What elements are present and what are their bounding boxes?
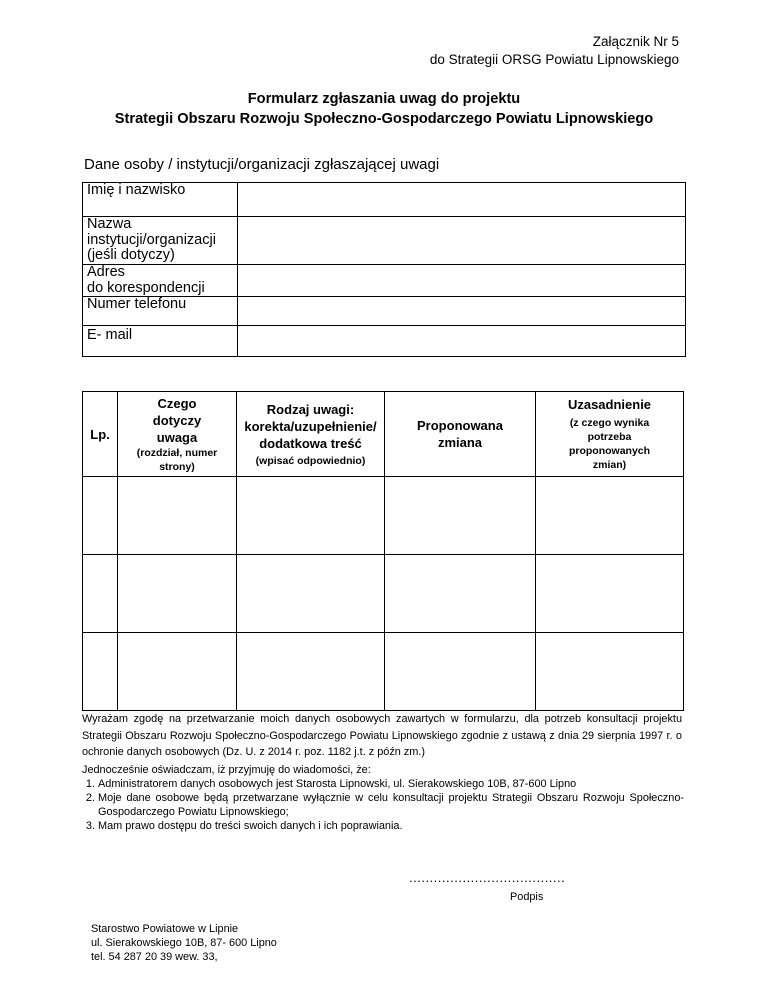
label-address-line2: do korespondencji bbox=[87, 279, 205, 296]
cell-kind[interactable] bbox=[237, 477, 385, 555]
field-phone[interactable] bbox=[238, 297, 686, 326]
label-institution-line3: (jeśli dotyczy) bbox=[87, 247, 175, 263]
comments-table bbox=[82, 391, 684, 711]
footer-phone: tel. 54 287 20 39 wew. 33, bbox=[91, 951, 218, 963]
information-item: 1. Administratorem danych osobowych jest Starosta Lipnowski, ul. Sierakowskiego 10B, 87-600 Lipno bbox=[98, 777, 684, 791]
table-row bbox=[83, 555, 684, 633]
label-institution-line2: instytucji/organizacji bbox=[87, 231, 216, 248]
attachment-number: Załącznik Nr 5 bbox=[592, 34, 679, 49]
header-kind-main: Rodzaj uwagi: korekta/uzupełnienie/ dodatkowa treść bbox=[244, 401, 377, 451]
information-item: 2. Moje dane osobowe będą przetwarzane wyłącznie w celu konsultacji projektu Strategii Obszaru Rozwoju Społeczno-Gospodarczego Powiatu Lipnowskiego; bbox=[98, 791, 684, 819]
header-justification-sub: (z czego wynika potrzeba proponowanych zmian) bbox=[568, 417, 651, 471]
form-title-line2: Strategii Obszaru Rozwoju Społeczno-Gospodarczego Powiatu Lipnowskiego bbox=[114, 111, 654, 127]
cell-lp[interactable] bbox=[83, 555, 118, 633]
information-list bbox=[82, 777, 684, 833]
form-title-line1: Formularz zgłaszania uwag do projektu bbox=[247, 91, 521, 107]
header-what-sub: (rozdział, numer strony) bbox=[136, 446, 218, 473]
header-kind-sub: (wpisać odpowiednio) bbox=[255, 454, 366, 467]
table-row bbox=[83, 633, 684, 711]
header-what-main: Czego dotyczy uwaga bbox=[152, 395, 202, 445]
label-institution bbox=[83, 217, 238, 265]
header-justification-main: Uzasadnienie bbox=[567, 397, 652, 412]
label-phone: Numer telefonu bbox=[83, 297, 238, 326]
signature-line[interactable]: ...................................... bbox=[409, 870, 566, 885]
cell-justification[interactable] bbox=[536, 555, 684, 633]
cell-proposed[interactable] bbox=[385, 555, 536, 633]
field-email[interactable] bbox=[238, 326, 686, 357]
table-row bbox=[83, 477, 684, 555]
section-heading: Dane osoby / instytucji/organizacji zgłaszającej uwagi bbox=[84, 156, 440, 173]
cell-proposed[interactable] bbox=[385, 477, 536, 555]
cell-justification[interactable] bbox=[536, 477, 684, 555]
cell-kind[interactable] bbox=[237, 555, 385, 633]
label-email: E- mail bbox=[83, 326, 238, 357]
label-name: Imię i nazwisko bbox=[83, 183, 238, 217]
consent-text: Wyrażam zgodę na przetwarzanie moich danych osobowych zawartych w formularzu, dla potrzeb konsultacji projektu Strategii Obszaru Rozwoju Społeczno-Gospodarczego Powiatu Lipnowskiego zgodnie z ustawą z dnia 29 sierpnia 1997 r. o ochronie danych osobowych (Dz. U. z 2014 r. poz. 1182 j.t. z późn zm.) bbox=[82, 713, 682, 758]
cell-what[interactable] bbox=[118, 633, 237, 711]
field-address[interactable] bbox=[238, 265, 686, 297]
label-institution-line1: Nazwa bbox=[87, 216, 132, 232]
footer-office: Starostwo Powiatowe w Lipnie bbox=[91, 923, 239, 935]
cell-lp[interactable] bbox=[83, 477, 118, 555]
label-address bbox=[83, 265, 238, 297]
header-proposed: Proponowana zmiana bbox=[385, 392, 536, 477]
cell-what[interactable] bbox=[118, 477, 237, 555]
label-address-line1: Adres bbox=[87, 264, 125, 280]
signature-label: Podpis bbox=[510, 891, 544, 903]
cell-what[interactable] bbox=[118, 555, 237, 633]
footer-street: ul. Sierakowskiego 10B, 87- 600 Lipno bbox=[91, 937, 277, 949]
information-intro: Jednocześnie oświadczam, iż przyjmuję do wiadomości, że: bbox=[82, 764, 371, 776]
cell-kind[interactable] bbox=[237, 633, 385, 711]
field-name[interactable] bbox=[238, 183, 686, 217]
cell-justification[interactable] bbox=[536, 633, 684, 711]
header-what bbox=[118, 392, 237, 477]
field-institution[interactable] bbox=[238, 217, 686, 265]
cell-lp[interactable] bbox=[83, 633, 118, 711]
header-justification bbox=[536, 392, 684, 477]
information-item: 3. Mam prawo dostępu do treści swoich danych i ich poprawiania. bbox=[98, 819, 684, 833]
cell-proposed[interactable] bbox=[385, 633, 536, 711]
header-kind bbox=[237, 392, 385, 477]
footer-address bbox=[91, 922, 277, 964]
attachment-reference: do Strategii ORSG Powiatu Lipnowskiego bbox=[429, 52, 679, 67]
information-block bbox=[82, 763, 684, 833]
person-data-table bbox=[82, 182, 686, 357]
header-lp: Lp. bbox=[83, 392, 118, 477]
